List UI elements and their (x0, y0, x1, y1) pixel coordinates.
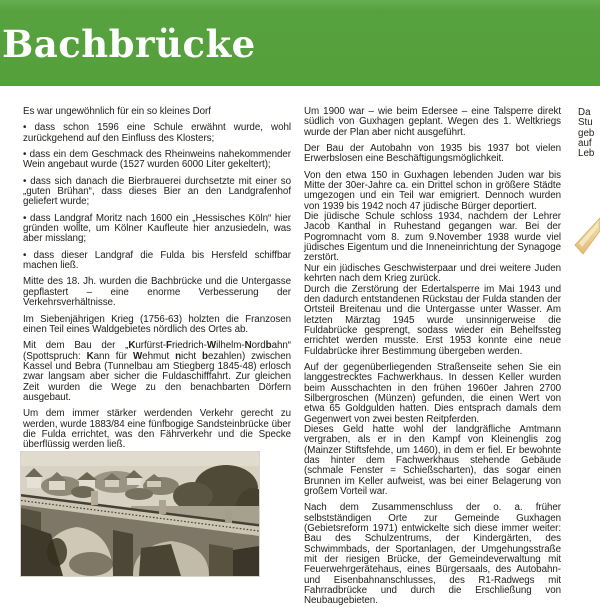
column-right-edge-clipped (578, 108, 600, 160)
bold-letter: n (175, 350, 182, 362)
historic-bridge-photo (20, 451, 260, 577)
paragraph: Von den etwa 150 in Guxhagen lebenden Juden war bis Mitte der 30er-Jahre ca. ein Drittel schon in größere Städte umgezogen und ein Teil war emigriert. Dennoch wurden von 1939 bis 1942 noch 47 jüdische Bürger deportiert. (304, 169, 561, 212)
bold-letter: b (202, 350, 208, 362)
tan-arrow-icon (574, 214, 600, 260)
clipped-text-line: Da (578, 108, 591, 118)
bold-letter: K (86, 350, 94, 362)
bold-letter: W (206, 340, 217, 352)
clipped-text-line: Stu (578, 117, 593, 129)
bold-letter: b (265, 340, 272, 352)
paragraph: Nach dem Zusammenschluss der o. a. früher selbstständigen Orte zur Gemeinde Guxhagen (Gebietsreform 1971) entwickelte sich diese immer weiter: Bau des Schulzentrums, der Kindergärten, des Schwimmbads, der Sportanlagen, der Umgehungsstraße mit der riesigen Brücke, der Gemeindeverwaltung mit Feuerwehrgerätehaus, eines Bürgersaals, des Autobahn- und Eisenbahnanschlusses, des R1-Radwegs mit Fahrradbrücke und durch die Erschließung von Neubaugebieten. (304, 502, 561, 607)
paragraph: Um dem immer stärker werdenden Verkehr gerecht zu werden, wurde 1883/84 eine fünfbogige Sandsteinbrücke über die Fulda errichtet, was den Fährverkehr und die Specke überflüssig werden ließ. (23, 408, 291, 451)
title-banner (0, 0, 600, 86)
column-middle (304, 107, 561, 607)
clipped-text-line: auf (578, 138, 592, 150)
bold-letter: K (128, 340, 136, 352)
paragraph: Durch die Zerstörung der Edertalsperre im Mai 1943 und den dadurch entstandenen Rückstau der Fulda standen der Ortsteil Breitenau und die Untergasse unter Wasser. Am letzten Märztag 1945 wurde unsinnigerweise die Fuldabrücke gesprengt, sodass wieder ein Behelfssteg errichtet werden musste. Erst 1953 konnte eine neue Fuldabrücke ihrer Bestimmung übergeben werden. (304, 283, 561, 357)
bold-letter: W (132, 350, 143, 362)
page-title: Bachbrücke (2, 22, 256, 66)
bridge-photo-illustration (21, 452, 259, 576)
paragraph: • dass sich danach die Bierbrauerei durchsetzte mit einer so „guten Brühan“, dass dieses Bier an den Landgrafenhof geliefert wurde; (23, 175, 291, 208)
paragraph: Mitte des 18. Jh. wurden die Bachbrücke und die Untergasse gepflastert – eine enorme Verbesserung der Verkehrsverhältnisse. (23, 276, 291, 309)
paragraph: Im Siebenjährigen Krieg (1756-63) holzten die Franzosen einen Teil eines Waldgebietes nördlich des Ortes ab. (23, 313, 291, 335)
paragraph: Dieses Geld hatte wohl der landgräfliche Amtmann vergraben, als er in den Kampf von Kleinenglis zog (Mainzer Stiftsfehde, um 1460), in dem er fiel. Er bewohnte das hinter dem Fachwerkhaus stehende Gebäude (schmale Fenster = Schießscharten), das sogar einen Brunnen im Keller aufweist, was bei einer Belagerung von großem Vorteil war. (304, 423, 561, 498)
column-left (23, 107, 291, 451)
bold-letter: F (166, 340, 172, 352)
paragraph: Es war ungewöhnlich für ein so kleines Dorf (23, 106, 211, 117)
clipped-text-line: geb (578, 127, 595, 139)
paragraph: Mit dem Bau der „Kurfürst-Friedrich-Wilhelm-Nordbahn“ (Spottspruch: Kann für Wehmut nicht bezahlen) zwischen Kassel und Bebra (Tunnelbau am Stiegberg 1845-48) erlosch zwar langsam aber sicher die Fuldaschifffahrt. Zur gleichen Zeit wurden die Wege zu den benachbarten Dörfern ausgebaut. (23, 340, 292, 403)
paragraph: • dass schon 1596 eine Schule erwähnt wurde, wohl zurückgehend auf den Einfluss des Klosters; (23, 122, 291, 144)
paragraph: Der Bau der Autobahn von 1935 bis 1937 bot vielen Erwerbslosen eine Beschäftigungsmöglichkeit. (304, 143, 561, 165)
paragraph: • dass dieser Landgraf die Fulda bis Hersfeld schiffbar machen ließ. (23, 249, 291, 272)
paragraph: Um 1900 war – wie beim Edersee – eine Talsperre direkt südlich von Guxhagen geplant. Wegen des 1. Weltkriegs wurde der Plan aber nicht ausgeführt. (304, 106, 561, 138)
paragraph: Die jüdische Schule schloss 1934, nachdem der Lehrer Jacob Kanthal in Ruhestand gegangen war. Bei der Pogromnacht vom 8. zum 9.November 1938 wurde viel jüdisches Eigentum und die Inneneinrichtung der Synagoge zerstört. (304, 211, 561, 264)
paragraph: • dass Landgraf Moritz nach 1600 ein „Hessisches Köln“ hier gründen wollte, um Kölner Kaufleute hier anzusiedeln, was aber misslang; (23, 212, 291, 245)
clipped-text-line: Leb (578, 148, 595, 160)
bold-letter: N (244, 340, 252, 352)
paragraph: Auf der gegenüberliegenden Straßenseite sehen Sie ein langgestrecktes Fachwerkhaus. In dessen Keller wurden beim Ausschachten in den frühen 1960er Jahren 2700 Silbergroschen (Münzen) gefunden, die einen Wert von etwa 65 Goldgulden hatten. Dies entsprach damals dem Gegenwert von zwei besten Reitpferden. (304, 361, 561, 425)
paragraph: • dass ein dem Geschmack des Rheinweins nahekommender Wein angebaut wurde (1527 wurden 6000 Liter gekeltert); (23, 149, 291, 171)
paragraph: Nur ein jüdisches Geschwisterpaar und drei weitere Juden kehrten nach dem Krieg zurück. (304, 262, 561, 285)
